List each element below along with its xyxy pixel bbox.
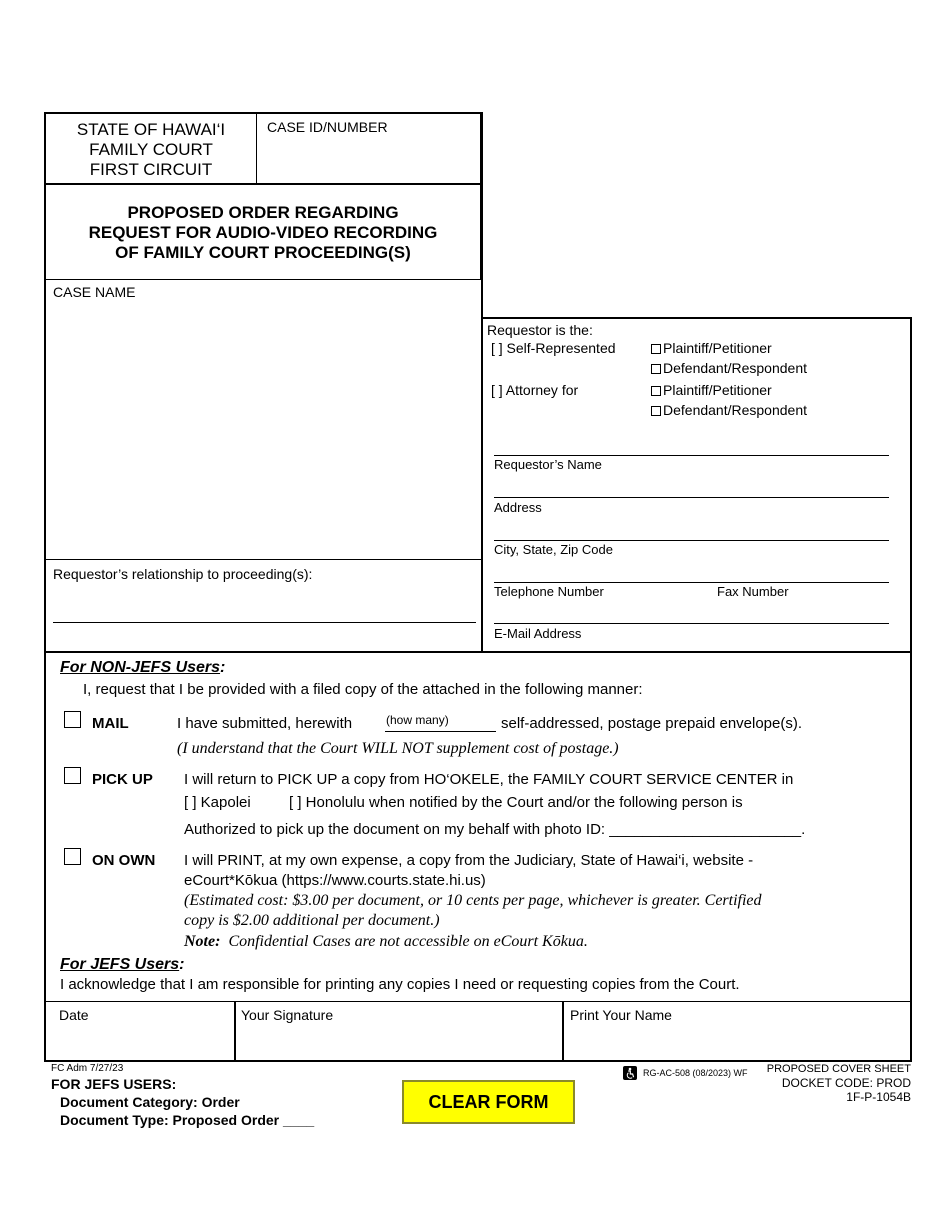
mail-checkbox[interactable] [64,711,81,728]
requestor-panel [481,317,912,652]
address-line[interactable] [494,497,889,498]
rg-code: RG-AC-508 (08/2023) WF [643,1068,748,1078]
requestor-heading: Requestor is the: [487,322,593,338]
signature-cell[interactable] [236,1002,564,1061]
mail-note: (I understand that the Court WILL NOT supplement cost of postage.) [177,740,619,757]
jefs-text: I acknowledge that I am responsible for printing any copies I need or requesting copies from the Court. [60,976,740,993]
attorney-defendant-option[interactable] [651,402,807,418]
form-title-box [44,183,482,280]
signature-label: Your Signature [241,1007,334,1023]
document-category: Document Category: Order [60,1094,240,1110]
relationship-input-line[interactable] [53,622,476,623]
attorney-plaintiff-label: Plaintiff/Petitioner [663,382,772,398]
self-defendant-label: Defendant/Respondent [663,360,807,376]
date-label: Date [59,1007,89,1023]
on-own-estimate-line2: copy is $2.00 additional per document.) [184,912,440,929]
attorney-for-option[interactable]: [ ] Attorney for [491,382,579,398]
case-name-box[interactable] [44,279,482,560]
footer-right-block [700,1062,911,1104]
on-own-checkbox[interactable] [64,848,81,865]
signature-row [44,1001,912,1062]
checkbox-icon[interactable] [651,386,661,396]
requestor-name-label: Requestor’s Name [494,457,602,472]
court-name-cell [46,114,257,184]
court-division: FAMILY COURT [89,140,213,159]
pickup-line1: I will return to PICK UP a copy from HO‘OKELE, the FAMILY COURT SERVICE CENTER in [184,771,794,788]
court-state: STATE OF HAWAI‘I [76,120,226,139]
checkbox-icon[interactable] [651,344,661,354]
telephone-label: Telephone Number [494,584,604,599]
cover-sheet-label: PROPOSED COVER SHEET [766,1063,911,1075]
form-code: FC Adm 7/27/23 [51,1063,124,1074]
form-title-line3: OF FAMILY COURT PROCEEDING(S) [115,243,411,262]
mail-how-many-hint: (how many) [386,713,449,727]
on-own-label: ON OWN [92,852,156,869]
email-label: E-Mail Address [494,626,582,641]
mail-how-many-input[interactable] [385,731,496,732]
attorney-defendant-label: Defendant/Respondent [663,402,807,418]
accessibility-icon [623,1066,637,1080]
jefs-footer-heading: FOR JEFS USERS: [51,1076,177,1092]
attorney-plaintiff-option[interactable] [651,382,772,398]
case-name-label: CASE NAME [53,284,136,300]
clear-form-button[interactable]: CLEAR FORM [402,1080,575,1124]
document-type: Document Type: Proposed Order ____ [60,1112,315,1128]
on-own-line1: I will PRINT, at my own expense, a copy from the Judiciary, State of Hawai‘i, website - [184,852,754,869]
mail-text-b: self-addressed, postage prepaid envelope(s). [501,715,803,732]
address-label: Address [494,500,542,515]
pickup-checkbox[interactable] [64,767,81,784]
mail-text-a: I have submitted, herewith [177,715,353,732]
relationship-box [44,559,482,652]
pickup-authorized-line[interactable]: Authorized to pick up the document on my behalf with photo ID: _______________________. [184,821,806,838]
case-id-label: CASE ID/NUMBER [267,119,388,135]
on-own-note: Note: Confidential Cases are not accessible on eCourt Kōkua. [184,933,588,950]
docket-code: DOCKET CODE: PROD [781,1076,911,1090]
non-jefs-intro: I, request that I be provided with a filed copy of the attached in the following manner: [83,681,643,698]
self-defendant-option[interactable] [651,360,807,376]
fax-label: Fax Number [717,584,789,599]
date-cell[interactable] [46,1002,236,1061]
delivery-section [44,651,912,1002]
relationship-label: Requestor’s relationship to proceeding(s): [53,566,313,582]
form-title-line2: REQUEST FOR AUDIO-VIDEO RECORDING [88,223,438,242]
pickup-honolulu-option[interactable]: [ ] Honolulu when notified by the Court and/or the following person is [289,794,743,811]
form-title-line1: PROPOSED ORDER REGARDING [127,203,399,222]
self-plaintiff-option[interactable] [651,340,772,356]
jefs-heading: For JEFS Users: [60,956,185,973]
on-own-line2: eCourt*Kōkua (https://www.courts.state.hi.us) [184,872,486,889]
city-label: City, State, Zip Code [494,542,613,557]
court-circuit: FIRST CIRCUIT [89,160,213,179]
telephone-line[interactable] [494,582,889,583]
pickup-label: PICK UP [92,771,153,788]
form-number: 1F-P-1054B [846,1090,911,1104]
checkbox-icon[interactable] [651,406,661,416]
self-represented-option[interactable]: [ ] Self-Represented [491,340,616,356]
checkbox-icon[interactable] [651,364,661,374]
city-line[interactable] [494,540,889,541]
pickup-kapolei-option[interactable]: [ ] Kapolei [184,794,251,811]
email-line[interactable] [494,623,889,624]
mail-label: MAIL [92,715,129,732]
requestor-name-line[interactable] [494,455,889,456]
court-header-box [44,112,482,184]
non-jefs-heading: For NON-JEFS Users: [60,659,226,676]
print-name-cell[interactable] [564,1002,910,1061]
self-plaintiff-label: Plaintiff/Petitioner [663,340,772,356]
print-name-label: Print Your Name [570,1007,672,1023]
on-own-estimate-line1: (Estimated cost: $3.00 per document, or 10 cents per page, whichever is greater. Certified [184,892,762,909]
